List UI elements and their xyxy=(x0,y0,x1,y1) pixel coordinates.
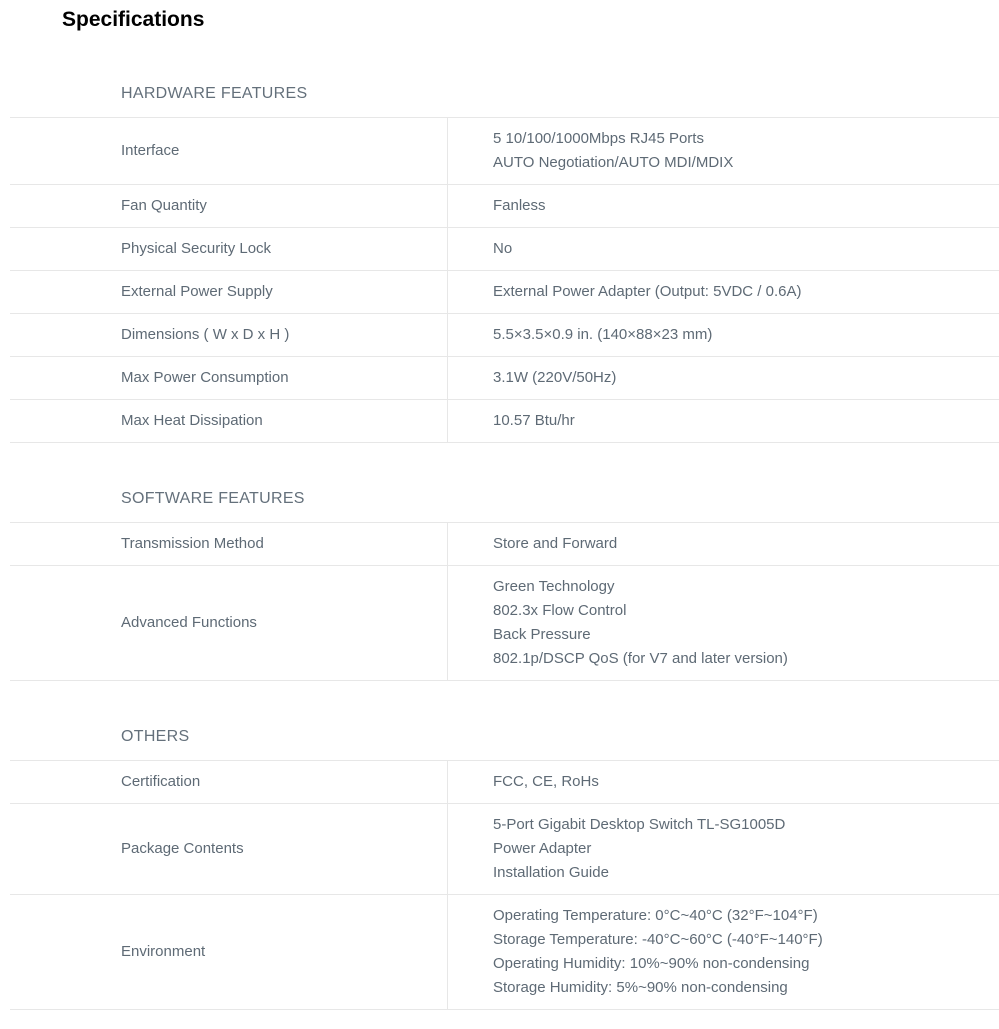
table-row xyxy=(10,523,999,566)
spec-value xyxy=(448,185,999,227)
spec-value-line: 802.1p/DSCP QoS (for V7 and later version) xyxy=(493,650,788,667)
spec-value-line: FCC, CE, RoHs xyxy=(493,773,599,790)
table-row xyxy=(10,185,999,228)
spec-value-line: Storage Temperature: -40°C~60°C (-40°F~140°F) xyxy=(493,931,823,948)
table-row xyxy=(10,357,999,400)
table-row xyxy=(10,400,999,443)
spec-value xyxy=(448,118,999,184)
spec-value-line: Fanless xyxy=(493,197,546,214)
section-heading-hardware-features: HARDWARE FEATURES xyxy=(121,85,308,102)
hardware-features-table xyxy=(10,117,999,443)
spec-value-line: External Power Adapter (Output: 5VDC / 0.6A) xyxy=(493,283,802,300)
spec-value-line: Green Technology xyxy=(493,578,615,595)
table-row xyxy=(10,314,999,357)
spec-value-line: Storage Humidity: 5%~90% non-condensing xyxy=(493,979,788,996)
spec-value xyxy=(448,761,999,803)
table-row xyxy=(10,228,999,271)
table-row xyxy=(10,271,999,314)
spec-label: Interface xyxy=(10,118,448,184)
spec-label: Dimensions ( W x D x H ) xyxy=(10,314,448,356)
section-heading-others: OTHERS xyxy=(121,728,190,745)
spec-value xyxy=(448,357,999,399)
spec-value xyxy=(448,400,999,442)
table-row xyxy=(10,566,999,681)
spec-value-line: Operating Temperature: 0°C~40°C (32°F~104°F) xyxy=(493,907,818,924)
page-title: Specifications xyxy=(62,8,205,31)
others-table xyxy=(10,760,999,1010)
spec-value-line: 5-Port Gigabit Desktop Switch TL-SG1005D xyxy=(493,816,786,833)
spec-value-line: 5 10/100/1000Mbps RJ45 Ports xyxy=(493,130,704,147)
spec-value-line: Installation Guide xyxy=(493,864,609,881)
spec-value-line: Store and Forward xyxy=(493,535,618,552)
spec-value xyxy=(448,314,999,356)
spec-value-line: AUTO Negotiation/AUTO MDI/MDIX xyxy=(493,154,734,171)
spec-value xyxy=(448,228,999,270)
spec-value-line: 10.57 Btu/hr xyxy=(493,412,575,429)
spec-label: Max Heat Dissipation xyxy=(10,400,448,442)
spec-label: Package Contents xyxy=(10,804,448,894)
section-heading-software-features: SOFTWARE FEATURES xyxy=(121,490,305,507)
spec-value-line: Operating Humidity: 10%~90% non-condensing xyxy=(493,955,810,972)
spec-value xyxy=(448,566,999,680)
table-row xyxy=(10,804,999,895)
spec-value-line: No xyxy=(493,240,513,257)
table-row xyxy=(10,118,999,185)
software-features-table xyxy=(10,522,999,681)
spec-value-line: 3.1W (220V/50Hz) xyxy=(493,369,617,386)
table-row xyxy=(10,761,999,804)
spec-label: Advanced Functions xyxy=(10,566,448,680)
spec-label: Certification xyxy=(10,761,448,803)
spec-value-line: Power Adapter xyxy=(493,840,592,857)
spec-value xyxy=(448,271,999,313)
spec-label: Fan Quantity xyxy=(10,185,448,227)
spec-label: Max Power Consumption xyxy=(10,357,448,399)
spec-label: Environment xyxy=(10,895,448,1009)
spec-value-line: Back Pressure xyxy=(493,626,591,643)
spec-value xyxy=(448,804,999,894)
spec-value-line: 802.3x Flow Control xyxy=(493,602,627,619)
spec-label: External Power Supply xyxy=(10,271,448,313)
spec-label: Physical Security Lock xyxy=(10,228,448,270)
spec-value xyxy=(448,523,999,565)
spec-label: Transmission Method xyxy=(10,523,448,565)
table-row xyxy=(10,895,999,1010)
spec-value-line: 5.5×3.5×0.9 in. (140×88×23 mm) xyxy=(493,326,713,343)
spec-value xyxy=(448,895,999,1009)
